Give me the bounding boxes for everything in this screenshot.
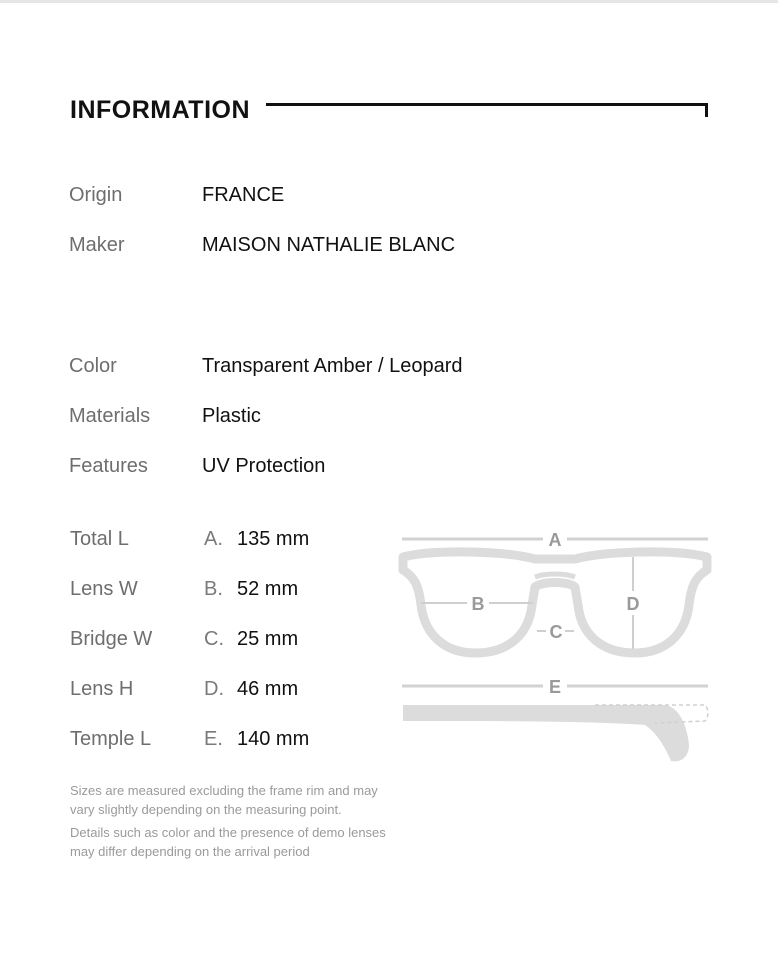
size-value: 46 mm <box>237 678 299 700</box>
size-label: Total L <box>70 528 129 550</box>
color-note: Details such as color and the presence of demo lenses may differ depending on the arrival period <box>70 825 386 859</box>
maker-value: MAISON NATHALIE BLANC <box>202 234 456 256</box>
dimension-e-label: E <box>548 677 562 697</box>
temple-arm <box>403 705 689 761</box>
size-label: Lens W <box>70 578 138 600</box>
glasses-measurement-diagram <box>395 525 715 770</box>
title-rule-tick <box>705 103 708 117</box>
size-value: 52 mm <box>237 578 299 600</box>
size-label: Bridge W <box>70 628 153 650</box>
size-letter: D. <box>204 678 224 700</box>
materials-label: Materials <box>69 405 151 427</box>
color-value: Transparent Amber / Leopard <box>202 355 463 377</box>
materials-value: Plastic <box>202 405 261 427</box>
size-value: 25 mm <box>237 628 299 650</box>
measurement-note: Sizes are measured excluding the frame rim and may vary slightly depending on the measuring point. <box>70 783 378 817</box>
features-label: Features <box>69 455 148 477</box>
color-label: Color <box>69 355 117 377</box>
dimension-c-label: C <box>549 622 563 642</box>
size-label: Temple L <box>70 728 152 750</box>
dimension-a-label: A <box>548 530 562 550</box>
origin-label: Origin <box>69 184 123 206</box>
size-letter: A. <box>204 528 223 550</box>
dimension-b-label: B <box>471 594 485 614</box>
origin-value: FRANCE <box>202 184 285 206</box>
size-value: 140 mm <box>237 728 310 750</box>
size-letter: C. <box>204 628 224 650</box>
features-value: UV Protection <box>202 455 326 477</box>
maker-label: Maker <box>69 234 125 256</box>
size-value: 135 mm <box>237 528 310 550</box>
frame-bridge <box>535 574 575 577</box>
size-letter: B. <box>204 578 223 600</box>
section-title: INFORMATION <box>70 96 251 124</box>
top-border <box>0 0 778 3</box>
size-label: Lens H <box>70 678 134 700</box>
title-rule <box>266 103 707 106</box>
size-letter: E. <box>204 728 223 750</box>
dimension-d-label: D <box>626 594 640 614</box>
